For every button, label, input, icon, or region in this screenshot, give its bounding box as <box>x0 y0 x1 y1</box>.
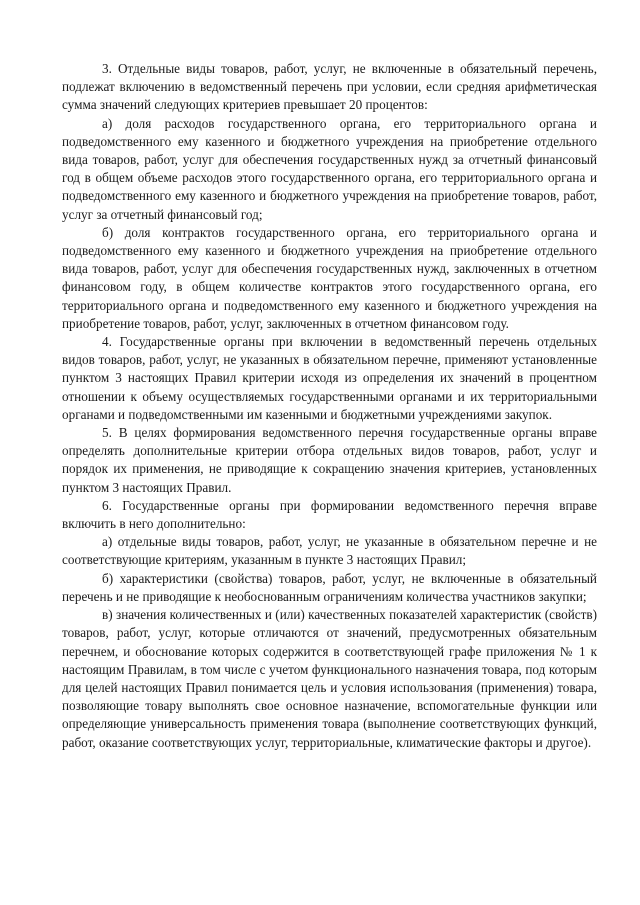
paragraph-subitem-6a: а) отдельные виды товаров, работ, услуг, не указанные в обязательном перечне и не соответствующие критериям, указанным в пункте 3 настоящих Правил; <box>62 534 597 568</box>
paragraph-item-6: 6. Государственные органы при формировании ведомственного перечня вправе включить в него дополнительно: <box>62 497 597 532</box>
document-page <box>62 60 597 752</box>
paragraph-subitem-6v: в) значения количественных и (или) качественных показателей характеристик (свойств) товаров, работ, услуг, которые отличаются от значений, предусмотренных обязательным перечнем, и обоснование которых содержится в соответствующей графе приложения № 1 к настоящим Правилам, в том числе с учетом функционального назначения товара, под которым для целей настоящих Правил понимается цель и условия использования (применения) товара, позволяющие товару выполнять свое основное назначение, вспомогательные функции или определяющие универсальность применения товара (выполнение соответствующих функций, работ, оказание соответствующих услуг, территориальные, климатические факторы и другое). <box>62 607 597 750</box>
paragraph-item-4: 4. Государственные органы при включении в ведомственный перечень отдельных видов товаров, работ, услуг, не указанных в обязательном перечне, применяют установленные пунктом 3 настоящих Правил критерии исходя из определения их значений в процентном отношении к объему осуществляемых государственными органами и их территориальными органами и подведомственными им казенными и бюджетными учреждениями закупок. <box>62 334 597 422</box>
paragraph-item-3: 3. Отдельные виды товаров, работ, услуг, не включенные в обязательный перечень, подлежат включению в ведомственный перечень при условии, если средняя арифметическая сумма значений следующих критериев превышает 20 процентов: <box>62 61 597 113</box>
paragraph-subitem-3b: б) доля контрактов государственного органа, его территориального органа и подведомственного ему казенного и бюджетного учреждения на приобретение отдельного вида товаров, работ, услуг для обеспечения государственных нужд, заключенных в отчетном финансовом году, в общем количестве контрактов этого государственного органа, его территориального органа и подведомственного ему казенного и бюджетного учреждения на приобретение товаров, работ, услуг, заключенных в отчетном финансовом году. <box>62 224 597 331</box>
paragraph-subitem-6b: б) характеристики (свойства) товаров, работ, услуг, не включенные в обязательный перечень и не приводящие к необоснованным ограничениям количества участников закупки; <box>62 570 597 604</box>
paragraph-subitem-3a: а) доля расходов государственного органа, его территориального органа и подведомственного ему казенного и бюджетного учреждения на приобретение отдельного вида товаров, работ, услуг для обеспечения государственных нужд за отчетный финансовый год в общем объеме расходов этого государственного органа, его территориального органа и подведомственного ему казенного и бюджетного учреждения на приобретение товаров, работ, услуг за отчетный финансовый год; <box>62 115 597 222</box>
paragraph-item-5: 5. В целях формирования ведомственного перечня государственные органы вправе определять дополнительные критерии отбора отдельных видов товаров, работ, услуг и порядок их применения, не приводящие к сокращению значения критериев, установленных пунктом 3 настоящих Правил. <box>62 425 597 495</box>
